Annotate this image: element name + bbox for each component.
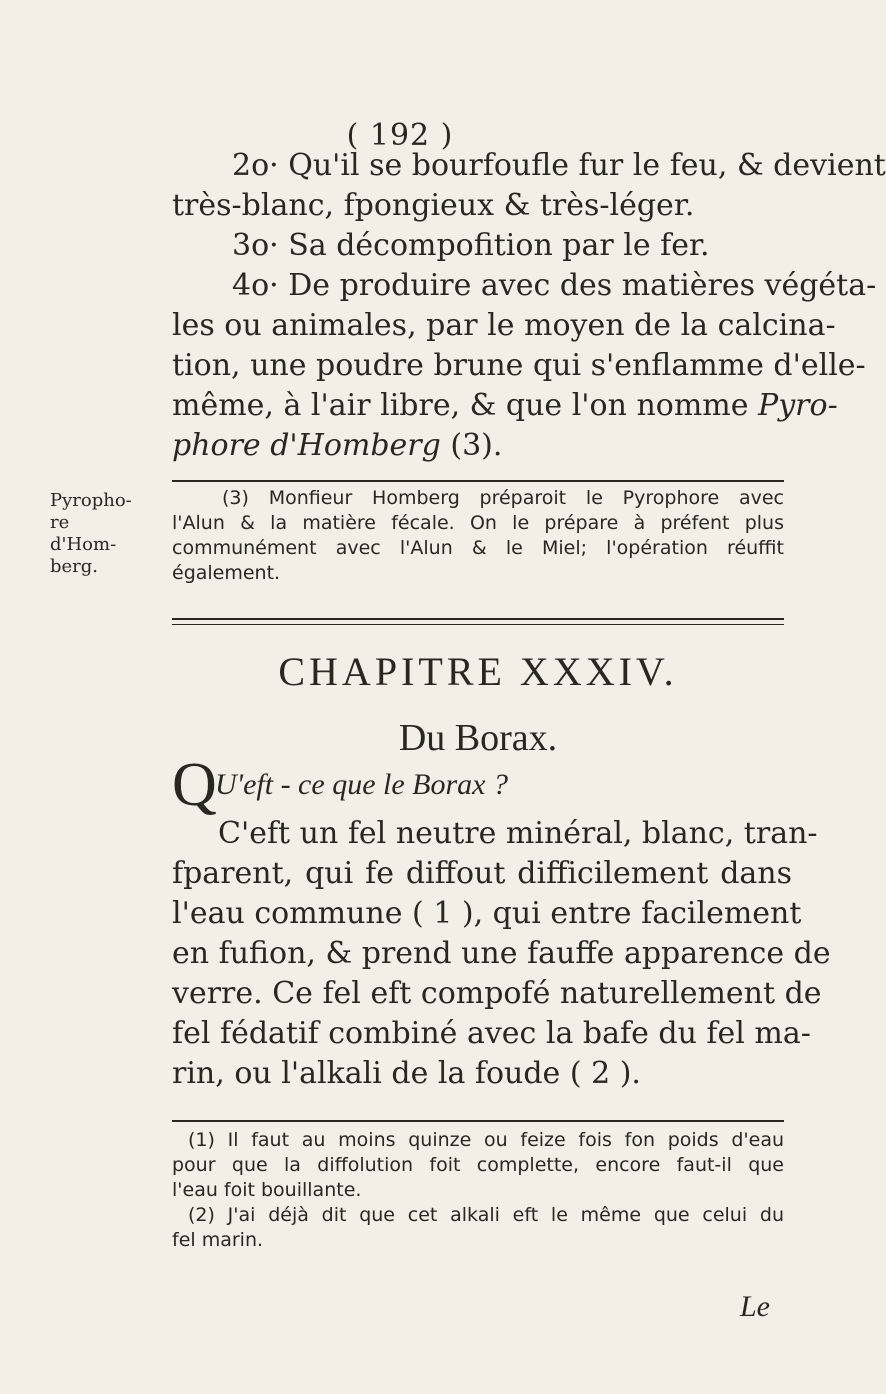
margin-note-line: re d'Hom- — [50, 512, 117, 555]
margin-note — [50, 490, 130, 578]
footnote-line: pour que la diffolution foit complette, encore faut-il que — [172, 1154, 784, 1176]
text-line: rin, ou l'alkali de la foude ( 2 ). — [172, 1056, 641, 1091]
text-line: 4o· De produire avec des matières végéta- — [232, 268, 877, 303]
chapter-rule-top — [172, 618, 784, 620]
text-line: très-blanc, fpongieux & très-léger. — [172, 188, 695, 223]
footnote-line: communément avec l'Alun & le Miel; l'opération réuffit — [172, 537, 784, 559]
text-line: fel fédatif combiné avec la bafe du fel ma- — [172, 1016, 811, 1051]
italic-term: phore d'Homberg — [172, 428, 441, 463]
text-line: l'eau commune ( 1 ), qui entre facilement — [172, 896, 802, 931]
text-line: tion, une poudre brune qui s'enflamme d'elle- — [172, 348, 866, 383]
footnote-line: (2) J'ai déjà dit que cet alkali eft le même que celui du — [188, 1204, 784, 1226]
italic-term: Pyro- — [758, 388, 838, 423]
paragraph-properties — [172, 146, 886, 466]
text-line — [172, 386, 838, 426]
footnote-line: fel marin. — [172, 1229, 264, 1251]
question-text: U'eft - ce que le Borax ? — [215, 768, 508, 801]
footnote-line: l'eau foit bouillante. — [172, 1179, 362, 1201]
text-line: verre. Ce fel eft compofé naturellement de — [172, 976, 822, 1011]
text-line: 2o· Qu'il se bourfoufle fur le feu, & devient — [232, 148, 886, 183]
drop-cap: Q — [172, 751, 217, 819]
text-line: 3o· Sa décompofition par le fer. — [232, 228, 710, 263]
text-line: en fufion, & prend une fauffe apparence de — [172, 936, 831, 971]
text-run: même, à l'air libre, & que l'on nomme — [172, 388, 759, 423]
footnote-rule — [172, 480, 784, 482]
catchword: Le — [740, 1290, 770, 1323]
text-line: les ou animales, par le moyen de la calcina- — [172, 308, 836, 343]
chapter-title: CHAPITRE XXXIV. — [278, 649, 678, 694]
page-number: ( 192 ) — [346, 118, 454, 153]
footnote-line: l'Alun & la matière fécale. On le prépare à préfent plus — [172, 512, 784, 534]
chapter-rule-bottom — [172, 624, 784, 625]
text-line: fparent, qui fe diffout difficilement dans — [172, 856, 792, 891]
text-line — [172, 426, 792, 466]
footnote-line: (3) Monfieur Homberg préparoit le Pyrophore avec — [222, 487, 784, 509]
footnote-ref: (3). — [440, 428, 503, 463]
footnote-rule — [172, 1120, 784, 1122]
text-line: C'eft un fel neutre minéral, blanc, tran- — [218, 816, 818, 851]
margin-note-line: Pyropho- — [50, 490, 132, 511]
footnote-line: (1) Il faut au moins quinze ou feize fois fon poids d'eau — [188, 1129, 784, 1151]
chapter-subtitle: Du Borax. — [398, 717, 558, 759]
footnotes-bottom — [172, 1128, 784, 1253]
footnote-line: également. — [172, 562, 281, 584]
paragraph-answer — [172, 814, 831, 1094]
margin-note-line: berg. — [50, 556, 99, 577]
footnote-top — [172, 486, 784, 586]
